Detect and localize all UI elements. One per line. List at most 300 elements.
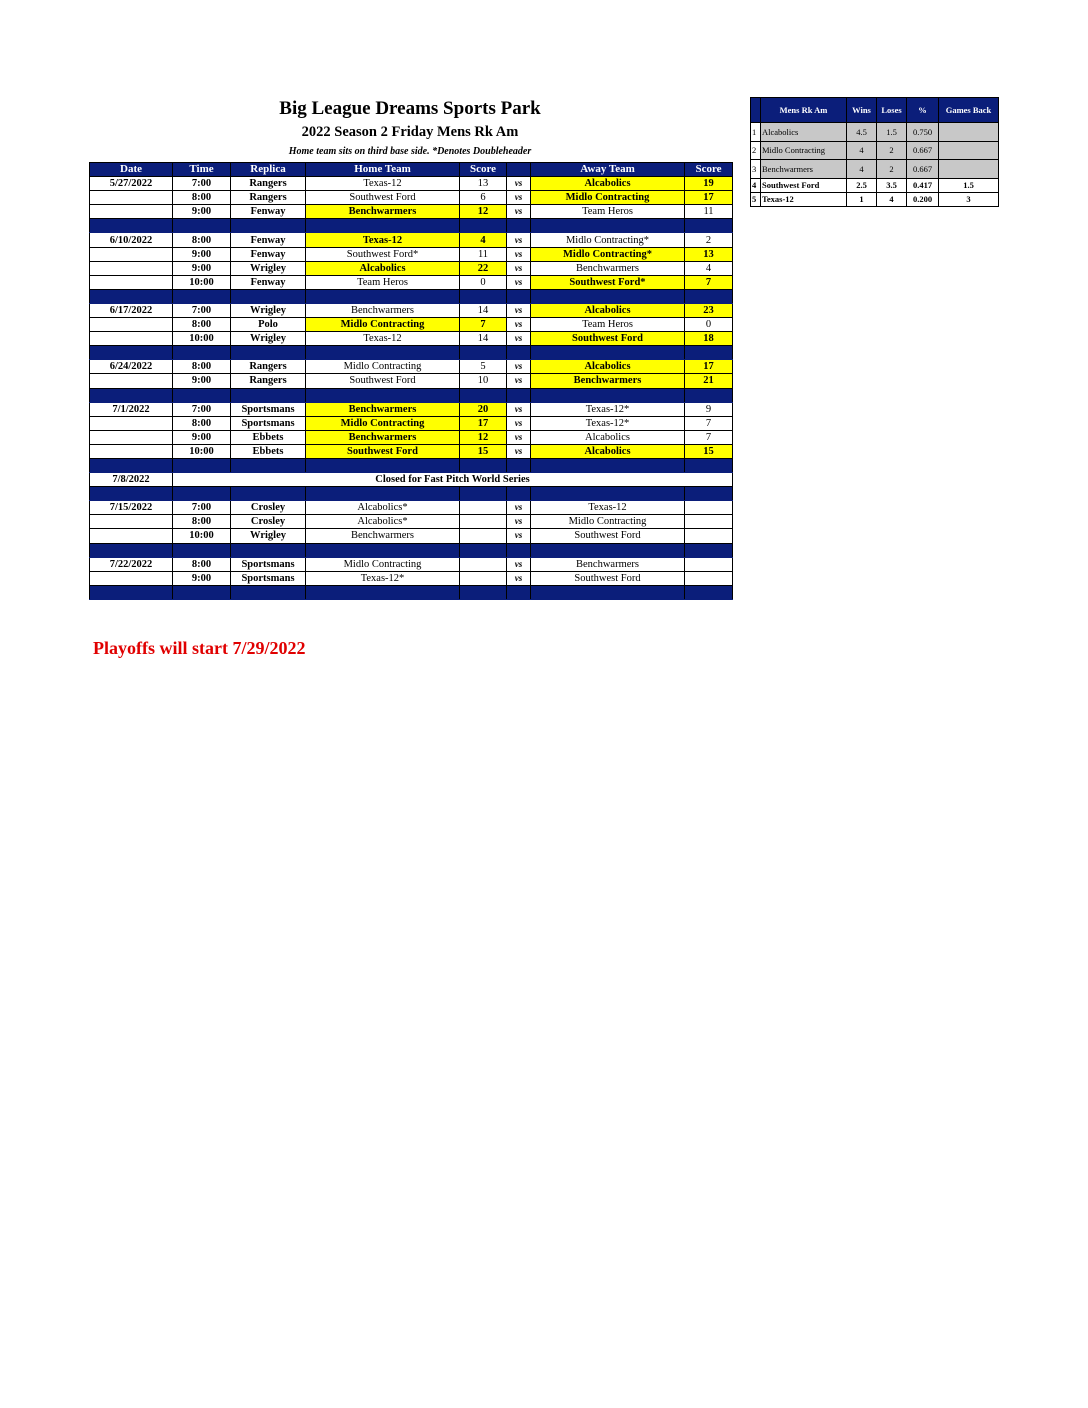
game-date-empty (90, 374, 173, 388)
home-score: 14 (460, 303, 507, 317)
game-date: 6/10/2022 (90, 233, 173, 247)
closed-row (90, 473, 733, 487)
away-score (685, 515, 733, 529)
separator-cell (460, 585, 507, 599)
standings-pct: 0.750 (907, 123, 939, 142)
home-team: Benchwarmers (306, 303, 460, 317)
field-name: Fenway (231, 233, 306, 247)
home-team: Benchwarmers (306, 205, 460, 219)
week-separator (90, 458, 733, 472)
playoffs-notice: Playoffs will start 7/29/2022 (93, 638, 306, 658)
game-date-empty (90, 191, 173, 205)
field-name: Wrigley (231, 303, 306, 317)
separator-cell (306, 388, 460, 402)
away-team: Alcabolics (531, 444, 685, 458)
week-separator (90, 487, 733, 501)
separator-cell (90, 388, 173, 402)
game-row (90, 205, 733, 219)
game-date: 7/22/2022 (90, 557, 173, 571)
vs-label: vs (507, 529, 531, 543)
away-score: 13 (685, 247, 733, 261)
away-score (685, 529, 733, 543)
home-score: 7 (460, 318, 507, 332)
column-header: Score (460, 163, 507, 177)
field-name: Sportsmans (231, 571, 306, 585)
home-team: Benchwarmers (306, 402, 460, 416)
game-row (90, 177, 733, 191)
game-date-empty (90, 444, 173, 458)
away-team: Southwest Ford (531, 529, 685, 543)
game-time: 9:00 (173, 205, 231, 219)
standings-rank: 4 (751, 178, 761, 192)
separator-cell (531, 346, 685, 360)
separator-cell (90, 585, 173, 599)
field-name: Sportsmans (231, 402, 306, 416)
column-header: Away Team (531, 163, 685, 177)
away-team: Texas-12 (531, 501, 685, 515)
home-team: Midlo Contracting (306, 318, 460, 332)
standings-wins: 4 (847, 160, 877, 179)
vs-label: vs (507, 360, 531, 374)
away-score: 9 (685, 402, 733, 416)
game-row (90, 303, 733, 317)
standings-column-header: Mens Rk Am (761, 98, 847, 123)
game-date-empty (90, 430, 173, 444)
standings-team: Midlo Contracting (761, 141, 847, 160)
home-team: Midlo Contracting (306, 416, 460, 430)
separator-cell (90, 458, 173, 472)
game-row (90, 233, 733, 247)
game-time: 10:00 (173, 529, 231, 543)
field-name: Wrigley (231, 261, 306, 275)
vs-label: vs (507, 177, 531, 191)
game-time: 9:00 (173, 247, 231, 261)
home-score: 12 (460, 205, 507, 219)
home-score: 20 (460, 402, 507, 416)
game-row (90, 374, 733, 388)
standings-pct: 0.200 (907, 192, 939, 206)
game-row (90, 261, 733, 275)
separator-cell (306, 585, 460, 599)
home-team: Alcabolics* (306, 501, 460, 515)
vs-label: vs (507, 332, 531, 346)
standings-losses: 2 (877, 141, 907, 160)
standings-column-header: % (907, 98, 939, 123)
away-team: Alcabolics (531, 430, 685, 444)
field-name: Rangers (231, 191, 306, 205)
home-score (460, 501, 507, 515)
game-date-empty (90, 205, 173, 219)
separator-cell (231, 219, 306, 233)
field-name: Fenway (231, 247, 306, 261)
week-separator (90, 289, 733, 303)
field-name: Crosley (231, 501, 306, 515)
away-team: Midlo Contracting (531, 515, 685, 529)
separator-cell (507, 219, 531, 233)
separator-cell (685, 289, 733, 303)
standings-row (751, 192, 999, 206)
separator-cell (460, 487, 507, 501)
home-team: Southwest Ford* (306, 247, 460, 261)
game-date: 7/8/2022 (90, 473, 173, 487)
home-score: 13 (460, 177, 507, 191)
vs-label: vs (507, 557, 531, 571)
separator-cell (306, 346, 460, 360)
away-score: 17 (685, 360, 733, 374)
game-row (90, 275, 733, 289)
game-time: 8:00 (173, 233, 231, 247)
home-team: Southwest Ford (306, 444, 460, 458)
game-date-empty (90, 318, 173, 332)
away-team: Southwest Ford* (531, 275, 685, 289)
standings-column-header: Wins (847, 98, 877, 123)
column-header (507, 163, 531, 177)
away-score: 0 (685, 318, 733, 332)
separator-cell (685, 219, 733, 233)
game-time: 8:00 (173, 360, 231, 374)
away-score: 7 (685, 275, 733, 289)
game-time: 9:00 (173, 374, 231, 388)
standings-column-header (751, 98, 761, 123)
game-row (90, 191, 733, 205)
home-team: Alcabolics* (306, 515, 460, 529)
field-name: Rangers (231, 177, 306, 191)
vs-label: vs (507, 501, 531, 515)
home-score (460, 571, 507, 585)
column-header: Home Team (306, 163, 460, 177)
field-name: Ebbets (231, 444, 306, 458)
separator-cell (531, 289, 685, 303)
field-name: Sportsmans (231, 416, 306, 430)
separator-cell (90, 346, 173, 360)
home-score (460, 557, 507, 571)
game-time: 7:00 (173, 303, 231, 317)
away-score: 2 (685, 233, 733, 247)
game-time: 10:00 (173, 332, 231, 346)
field-name: Polo (231, 318, 306, 332)
standings-header-row (751, 98, 999, 123)
vs-label: vs (507, 374, 531, 388)
standings-team: Southwest Ford (761, 178, 847, 192)
home-score: 17 (460, 416, 507, 430)
game-date-empty (90, 529, 173, 543)
vs-label: vs (507, 444, 531, 458)
away-team: Benchwarmers (531, 261, 685, 275)
away-team: Alcabolics (531, 177, 685, 191)
game-row (90, 557, 733, 571)
home-team: Benchwarmers (306, 529, 460, 543)
field-name: Fenway (231, 205, 306, 219)
game-date-empty (90, 275, 173, 289)
field-name: Fenway (231, 275, 306, 289)
home-team: Texas-12 (306, 233, 460, 247)
separator-cell (173, 585, 231, 599)
separator-cell (173, 388, 231, 402)
separator-cell (173, 289, 231, 303)
separator-cell (531, 487, 685, 501)
standings-rank: 3 (751, 160, 761, 179)
vs-label: vs (507, 515, 531, 529)
vs-label: vs (507, 318, 531, 332)
column-header: Date (90, 163, 173, 177)
separator-cell (460, 543, 507, 557)
home-team: Texas-12 (306, 332, 460, 346)
away-team: Team Heros (531, 318, 685, 332)
separator-cell (90, 543, 173, 557)
standings-row (751, 160, 999, 179)
game-date: 5/27/2022 (90, 177, 173, 191)
standings-games-back (939, 141, 999, 160)
field-name: Wrigley (231, 529, 306, 543)
separator-cell (507, 458, 531, 472)
home-score: 22 (460, 261, 507, 275)
vs-label: vs (507, 191, 531, 205)
separator-cell (685, 487, 733, 501)
away-score: 7 (685, 430, 733, 444)
standings-column-header: Loses (877, 98, 907, 123)
game-date-empty (90, 571, 173, 585)
separator-cell (685, 458, 733, 472)
separator-cell (90, 487, 173, 501)
home-team: Texas-12 (306, 177, 460, 191)
game-time: 8:00 (173, 416, 231, 430)
separator-cell (460, 346, 507, 360)
page-title: Big League Dreams Sports Park (279, 98, 541, 119)
game-time: 9:00 (173, 430, 231, 444)
game-row (90, 444, 733, 458)
game-date: 7/15/2022 (90, 501, 173, 515)
field-name: Sportsmans (231, 557, 306, 571)
vs-label: vs (507, 402, 531, 416)
separator-cell (173, 346, 231, 360)
away-score: 21 (685, 374, 733, 388)
field-name: Rangers (231, 360, 306, 374)
home-score: 12 (460, 430, 507, 444)
game-time: 7:00 (173, 501, 231, 515)
away-score (685, 501, 733, 515)
separator-cell (231, 585, 306, 599)
separator-cell (173, 487, 231, 501)
separator-cell (685, 346, 733, 360)
home-team: Texas-12* (306, 571, 460, 585)
standings-team: Texas-12 (761, 192, 847, 206)
separator-cell (306, 487, 460, 501)
home-score: 14 (460, 332, 507, 346)
standings-row (751, 123, 999, 142)
standings-losses: 3.5 (877, 178, 907, 192)
game-time: 8:00 (173, 318, 231, 332)
schedule-note: Home team sits on third base side. *Denotes Doubleheader (288, 146, 532, 157)
home-score: 0 (460, 275, 507, 289)
separator-cell (460, 219, 507, 233)
game-date: 6/17/2022 (90, 303, 173, 317)
standings-games-back (939, 160, 999, 179)
vs-label: vs (507, 247, 531, 261)
game-time: 9:00 (173, 261, 231, 275)
field-name: Wrigley (231, 332, 306, 346)
standings-row (751, 141, 999, 160)
home-team: Southwest Ford (306, 374, 460, 388)
away-score (685, 571, 733, 585)
separator-cell (507, 388, 531, 402)
standings-column-header: Games Back (939, 98, 999, 123)
home-score: 15 (460, 444, 507, 458)
away-team: Team Heros (531, 205, 685, 219)
game-date-empty (90, 332, 173, 346)
separator-cell (507, 585, 531, 599)
standings-table (750, 97, 999, 207)
separator-cell (231, 458, 306, 472)
separator-cell (231, 487, 306, 501)
separator-cell (306, 543, 460, 557)
standings-losses: 2 (877, 160, 907, 179)
game-time: 7:00 (173, 177, 231, 191)
schedule-header-row (90, 163, 733, 177)
game-time: 7:00 (173, 402, 231, 416)
vs-label: vs (507, 416, 531, 430)
week-separator (90, 585, 733, 599)
standings-rank: 1 (751, 123, 761, 142)
game-date-empty (90, 247, 173, 261)
separator-cell (231, 543, 306, 557)
game-row (90, 332, 733, 346)
vs-label: vs (507, 303, 531, 317)
game-row (90, 318, 733, 332)
away-score: 15 (685, 444, 733, 458)
separator-cell (507, 543, 531, 557)
separator-cell (507, 346, 531, 360)
separator-cell (460, 388, 507, 402)
home-score (460, 529, 507, 543)
away-score: 19 (685, 177, 733, 191)
page-subtitle: 2022 Season 2 Friday Mens Rk Am (301, 124, 519, 140)
game-time: 9:00 (173, 571, 231, 585)
away-team: Midlo Contracting (531, 191, 685, 205)
away-team: Midlo Contracting* (531, 247, 685, 261)
home-team: Midlo Contracting (306, 360, 460, 374)
week-separator (90, 219, 733, 233)
vs-label: vs (507, 233, 531, 247)
standings-losses: 1.5 (877, 123, 907, 142)
game-row (90, 360, 733, 374)
separator-cell (531, 458, 685, 472)
vs-label: vs (507, 205, 531, 219)
away-team: Texas-12* (531, 416, 685, 430)
away-team: Midlo Contracting* (531, 233, 685, 247)
separator-cell (507, 289, 531, 303)
standings-rank: 5 (751, 192, 761, 206)
standings-wins: 4 (847, 141, 877, 160)
game-date-empty (90, 261, 173, 275)
separator-cell (90, 219, 173, 233)
field-name: Rangers (231, 374, 306, 388)
vs-label: vs (507, 571, 531, 585)
separator-cell (531, 219, 685, 233)
away-team: Southwest Ford (531, 571, 685, 585)
vs-label: vs (507, 275, 531, 289)
week-separator (90, 388, 733, 402)
game-time: 8:00 (173, 557, 231, 571)
home-score (460, 515, 507, 529)
field-name: Crosley (231, 515, 306, 529)
standings-losses: 4 (877, 192, 907, 206)
separator-cell (460, 289, 507, 303)
separator-cell (306, 458, 460, 472)
field-name: Ebbets (231, 430, 306, 444)
away-team: Alcabolics (531, 360, 685, 374)
away-team: Benchwarmers (531, 374, 685, 388)
game-row (90, 430, 733, 444)
vs-label: vs (507, 261, 531, 275)
separator-cell (460, 458, 507, 472)
standings-wins: 2.5 (847, 178, 877, 192)
vs-label: vs (507, 430, 531, 444)
standings-team: Benchwarmers (761, 160, 847, 179)
schedule-table (89, 162, 733, 600)
home-team: Team Heros (306, 275, 460, 289)
home-team: Benchwarmers (306, 430, 460, 444)
closed-note: Closed for Fast Pitch World Series (173, 473, 733, 487)
home-team: Midlo Contracting (306, 557, 460, 571)
home-team: Southwest Ford (306, 191, 460, 205)
column-header: Score (685, 163, 733, 177)
game-time: 10:00 (173, 444, 231, 458)
away-score: 4 (685, 261, 733, 275)
standings-games-back: 3 (939, 192, 999, 206)
away-score: 23 (685, 303, 733, 317)
standings-row (751, 178, 999, 192)
column-header: Replica (231, 163, 306, 177)
game-date: 7/1/2022 (90, 402, 173, 416)
away-team: Alcabolics (531, 303, 685, 317)
separator-cell (531, 388, 685, 402)
standings-pct: 0.667 (907, 160, 939, 179)
separator-cell (173, 543, 231, 557)
game-time: 8:00 (173, 191, 231, 205)
standings-games-back: 1.5 (939, 178, 999, 192)
standings-wins: 4.5 (847, 123, 877, 142)
game-date-empty (90, 416, 173, 430)
game-row (90, 402, 733, 416)
game-row (90, 416, 733, 430)
separator-cell (231, 388, 306, 402)
away-team: Texas-12* (531, 402, 685, 416)
away-team: Benchwarmers (531, 557, 685, 571)
game-row (90, 515, 733, 529)
separator-cell (173, 458, 231, 472)
away-team: Southwest Ford (531, 332, 685, 346)
separator-cell (90, 289, 173, 303)
standings-games-back (939, 123, 999, 142)
column-header: Time (173, 163, 231, 177)
home-score: 6 (460, 191, 507, 205)
standings-wins: 1 (847, 192, 877, 206)
game-row (90, 501, 733, 515)
game-row (90, 529, 733, 543)
separator-cell (507, 487, 531, 501)
away-score: 7 (685, 416, 733, 430)
week-separator (90, 346, 733, 360)
separator-cell (531, 585, 685, 599)
game-date-empty (90, 515, 173, 529)
home-score: 10 (460, 374, 507, 388)
away-score: 17 (685, 191, 733, 205)
separator-cell (231, 346, 306, 360)
home-score: 4 (460, 233, 507, 247)
game-row (90, 571, 733, 585)
game-row (90, 247, 733, 261)
separator-cell (306, 289, 460, 303)
